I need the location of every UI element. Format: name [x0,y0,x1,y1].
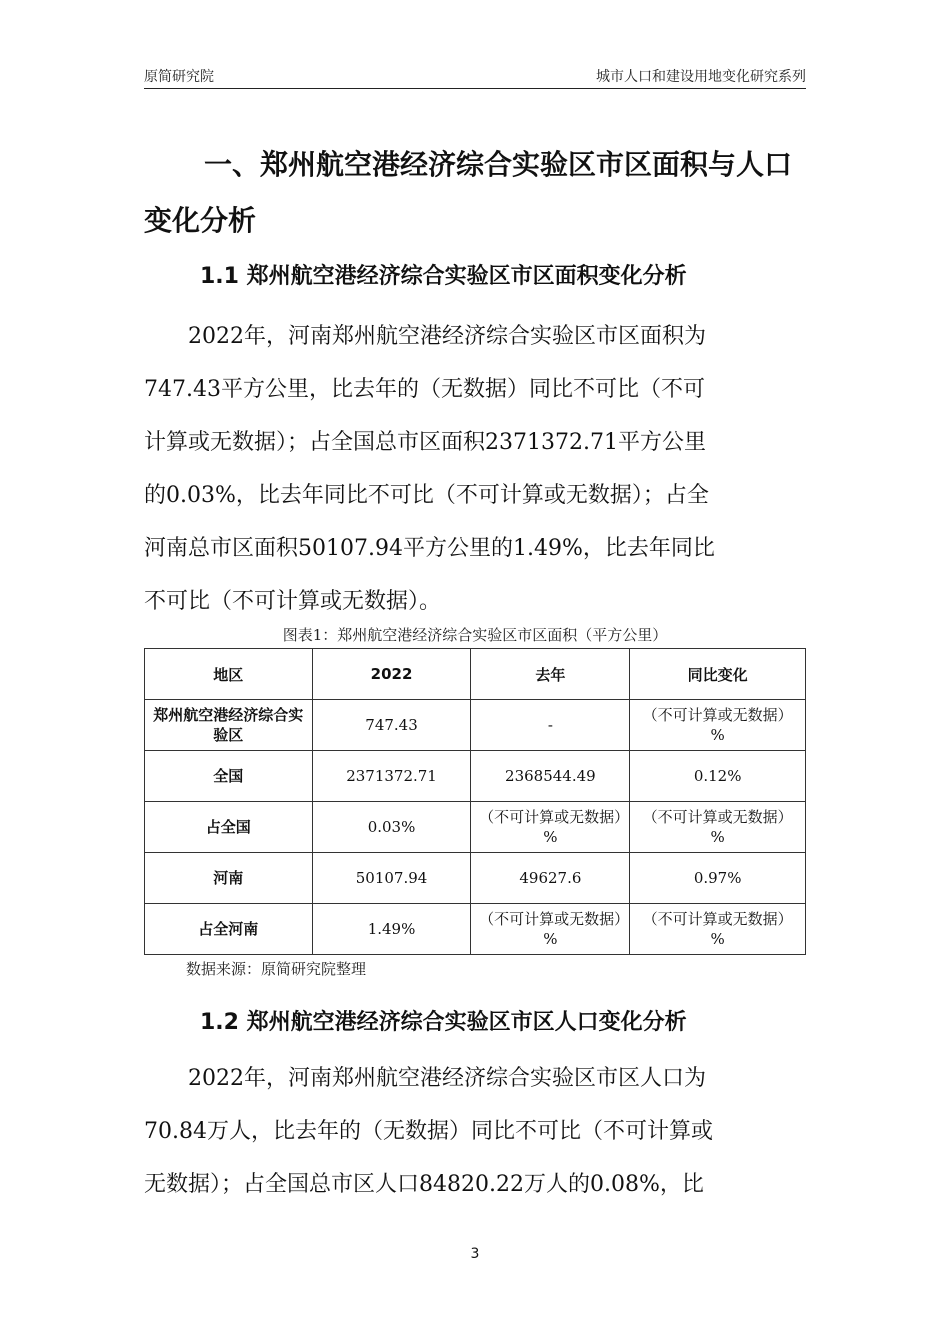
column-header: 地区 [145,649,313,700]
table-cell: 2371372.71 [312,751,471,802]
table-cell: （不可计算或无数据）% [630,700,806,751]
section-title-line2: 变化分析 [144,204,257,237]
table-cell: - [471,700,630,751]
column-header: 2022 [312,649,471,700]
table-cell: 0.12% [630,751,806,802]
paragraph-area [144,310,806,628]
row-label: 占全国 [145,802,313,853]
table-row [145,751,806,802]
table-cell: 0.03% [312,802,471,853]
column-header: 同比变化 [630,649,806,700]
header-rule [144,88,806,89]
page-number: 3 [470,1246,480,1262]
table-cell: 747.43 [312,700,471,751]
table-row [145,802,806,853]
table-cell: 0.97% [630,853,806,904]
paragraph-line: 2022年，河南郑州航空港经济综合实验区市区面积为 [144,324,706,349]
paragraph-line: 计算或无数据）；占全国总市区面积2371372.71平方公里 [144,430,706,455]
header-series-title: 城市人口和建设用地变化研究系列 [596,69,806,85]
section-title [144,137,806,249]
paragraph-line: 河南总市区面积50107.94平方公里的1.49%，比去年同比 [144,536,715,561]
table-cell: （不可计算或无数据）% [630,904,806,955]
table-row [145,853,806,904]
table-cell: 1.49% [312,904,471,955]
paragraph-line: 的0.03%，比去年同比不可比（不可计算或无数据）；占全 [144,483,709,508]
table-cell: （不可计算或无数据）% [630,802,806,853]
paragraph-line: 70.84万人，比去年的（无数据）同比不可比（不可计算或 [144,1119,713,1144]
paragraph-line: 无数据）；占全国总市区人口84820.22万人的0.08%，比 [144,1172,704,1197]
row-label: 全国 [145,751,313,802]
row-label: 占全河南 [145,904,313,955]
table-cell: （不可计算或无数据）% [471,802,630,853]
row-label: 郑州航空港经济综合实验区 [145,700,313,751]
paragraph-line: 2022年，河南郑州航空港经济综合实验区市区人口为 [144,1066,706,1091]
table-cell: 49627.6 [471,853,630,904]
table-source: 数据来源：原简研究院整理 [186,960,367,978]
table-row [145,700,806,751]
row-label: 河南 [145,853,313,904]
column-header: 去年 [471,649,630,700]
table-header-row [145,649,806,700]
paragraph-line: 747.43平方公里，比去年的（无数据）同比不可比（不可 [144,377,705,402]
table-cell: 50107.94 [312,853,471,904]
subsection-title-area: 1.1 郑州航空港经济综合实验区市区面积变化分析 [200,264,687,289]
paragraph-population [144,1052,806,1211]
header-org: 原简研究院 [144,69,214,85]
table-cell: （不可计算或无数据）% [471,904,630,955]
page-header [144,66,806,88]
area-table [144,648,806,955]
paragraph-line: 不可比（不可计算或无数据）。 [144,589,442,614]
table-caption: 图表1：郑州航空港经济综合实验区市区面积（平方公里） [282,626,668,644]
section-title-line1: 一、郑州航空港经济综合实验区市区面积与人口 [204,148,793,181]
table-cell: 2368544.49 [471,751,630,802]
subsection-title-population: 1.2 郑州航空港经济综合实验区市区人口变化分析 [200,1010,687,1035]
table-row [145,904,806,955]
